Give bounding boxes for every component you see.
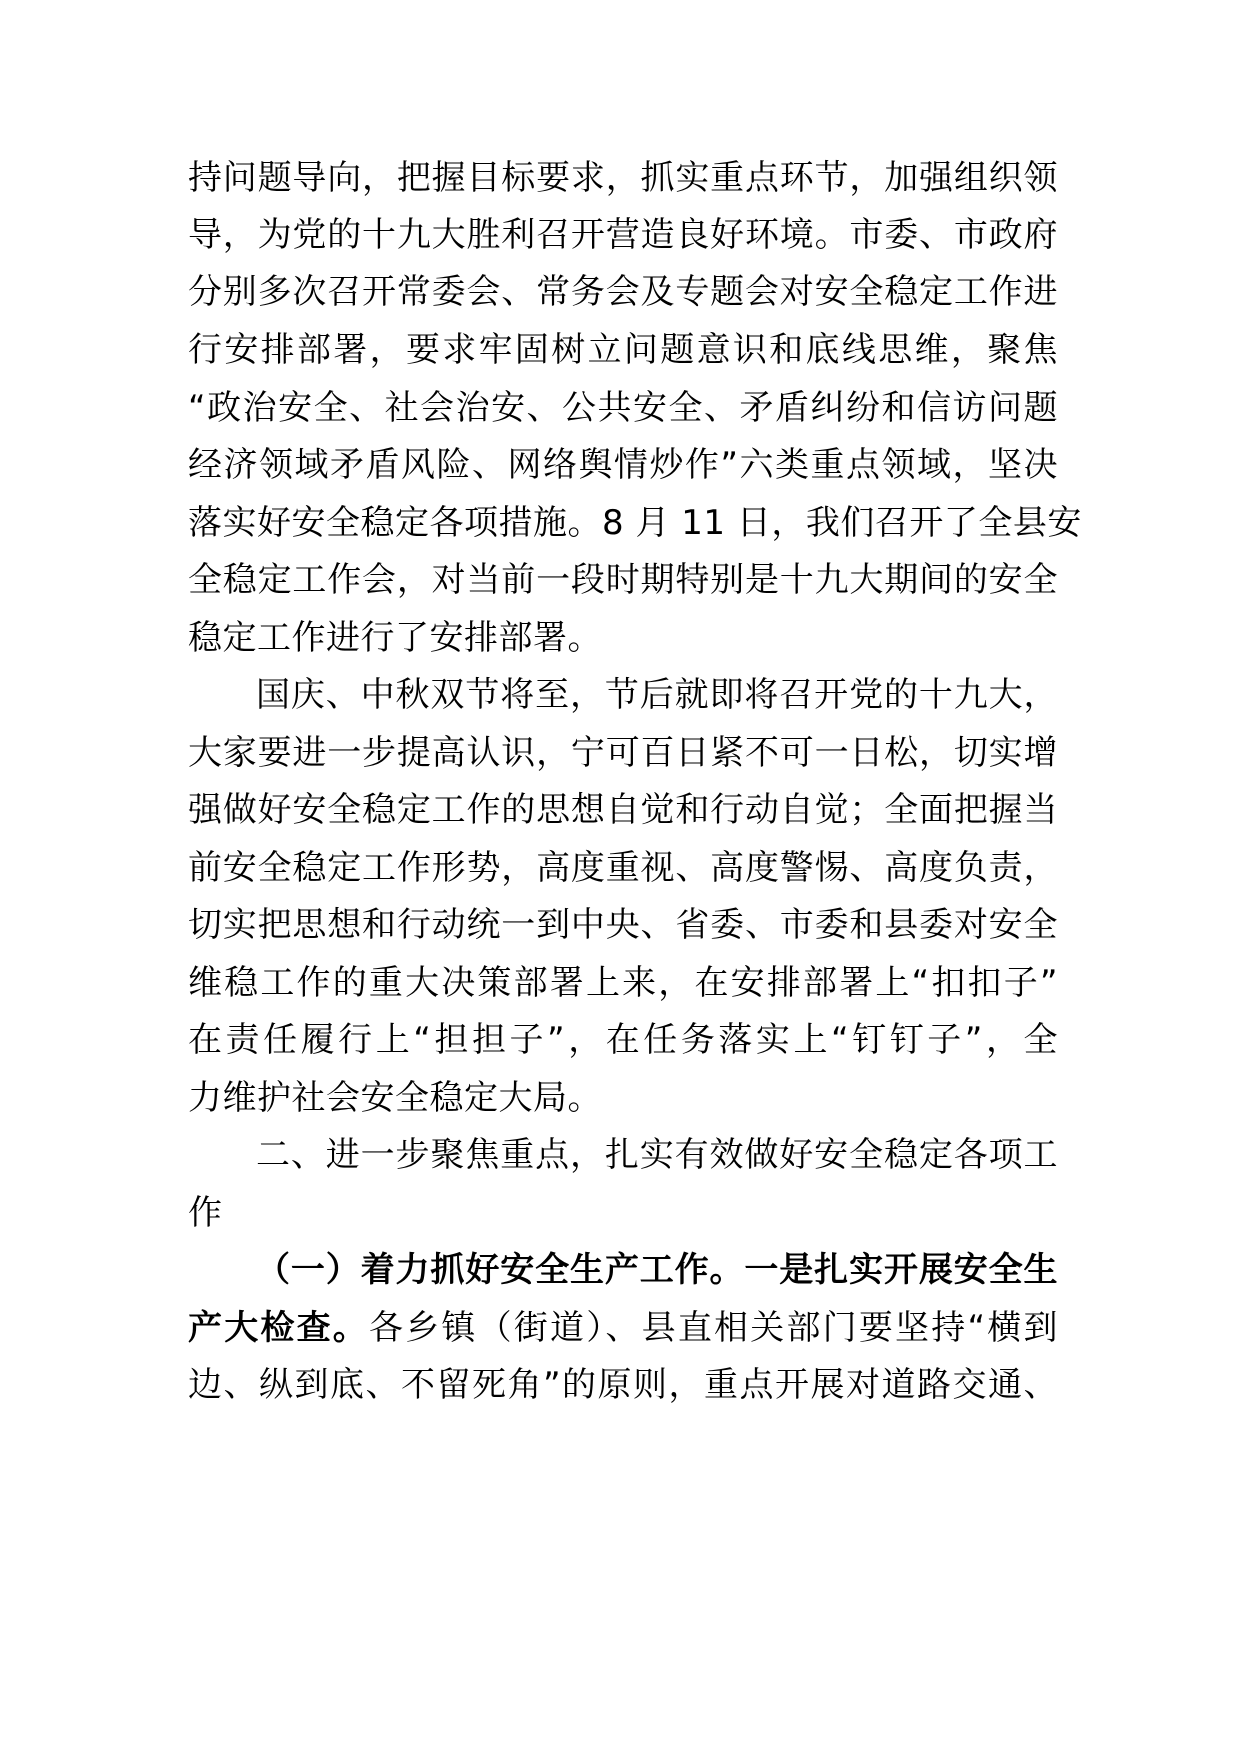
paragraph-line: 稳定工作进行了安排部署。 xyxy=(188,618,602,658)
paragraph-line: 落实好安全稳定各项措施。8 月 11 日，我们召开了全县安 xyxy=(188,503,1082,543)
paragraph-line: 全稳定工作会，对当前一段时期特别是十九大期间的安全 xyxy=(188,560,1058,600)
paragraph-text: 各乡镇（街道）、县直相关部门要坚持“横到 xyxy=(369,1308,1058,1348)
paragraph-line: 在责任履行上“担担子”，在任务落实上“钉钉子”，全 xyxy=(188,1020,1058,1060)
paragraph-line: 经济领域矛盾风险、网络舆情炒作”六类重点领域，坚决 xyxy=(188,445,1058,485)
paragraph-line: 国庆、中秋双节将至，节后就即将召开党的十九大， xyxy=(256,675,1058,715)
section-heading-line: 作 xyxy=(188,1193,223,1233)
paragraph-line: 前安全稳定工作形势，高度重视、高度警惕、高度负责， xyxy=(188,848,1058,888)
bold-lead-phrase: 产大检查。 xyxy=(188,1308,370,1348)
paragraph-line: 边、纵到底、不留死角”的原则，重点开展对道路交通、 xyxy=(188,1365,1058,1405)
section-heading-line: 二、进一步聚焦重点，扎实有效做好安全稳定各项工 xyxy=(256,1135,1058,1175)
paragraph-line xyxy=(188,1306,1058,1350)
paragraph-line: 大家要进一步提高认识，宁可百日紧不可一日松，切实增 xyxy=(188,733,1058,773)
subsection-heading: （一）着力抓好安全生产工作。一是扎实开展安全生 xyxy=(256,1250,1058,1290)
paragraph-line: 强做好安全稳定工作的思想自觉和行动自觉；全面把握当 xyxy=(188,790,1058,830)
paragraph-line: 持问题导向，把握目标要求，抓实重点环节，加强组织领 xyxy=(188,158,1058,198)
paragraph-line: 切实把思想和行动统一到中央、省委、市委和县委对安全 xyxy=(188,905,1058,945)
paragraph-line: 维稳工作的重大决策部署上来，在安排部署上“扣扣子” xyxy=(188,963,1058,1003)
paragraph-line: 导，为党的十九大胜利召开营造良好环境。市委、市政府 xyxy=(188,215,1058,255)
paragraph-line: 力维护社会安全稳定大局。 xyxy=(188,1078,602,1118)
paragraph-line: “政治安全、社会治安、公共安全、矛盾纠纷和信访问题 xyxy=(188,388,1058,428)
paragraph-line: 行安排部署，要求牢固树立问题意识和底线思维，聚焦 xyxy=(188,330,1058,370)
paragraph-line: 分别多次召开常委会、常务会及专题会对安全稳定工作进 xyxy=(188,272,1058,312)
